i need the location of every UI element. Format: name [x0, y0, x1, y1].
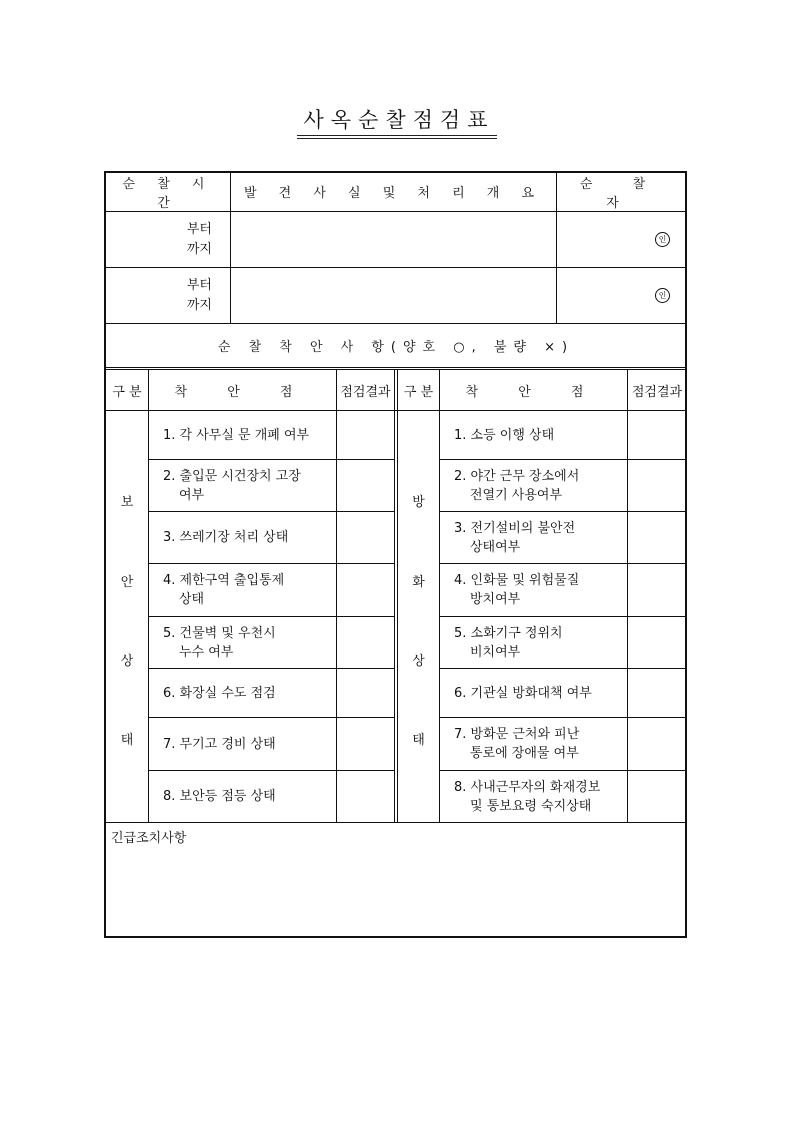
- fire-item-3: 3. 전기설비의 불안전 상태여부: [454, 520, 576, 555]
- col-header-result-right: 점검결과: [631, 384, 683, 400]
- col-header-point-left: 착 안 점: [174, 384, 311, 400]
- col-header-result-left: 점검결과: [340, 384, 391, 400]
- category-char: 화: [412, 575, 425, 590]
- fire-item-5: 5. 소화기구 정위치 비치여부: [454, 625, 563, 660]
- document-title: [0, 104, 794, 134]
- time-row-1: [106, 212, 230, 267]
- time-to-label: 까지: [186, 241, 212, 257]
- time-row-2: [106, 268, 230, 323]
- time-from-label: 부터: [186, 221, 212, 237]
- security-item-6: 6. 화장실 수도 점검: [163, 685, 276, 701]
- fire-item-8: 8. 사내근무자의 화재경보 및 통보요령 숙지상태: [454, 779, 601, 814]
- header-summary: 발 견 사 실 및 처 리 개 요: [243, 186, 544, 201]
- time-from-label: 부터: [186, 277, 212, 293]
- header-inspector: 순 찰 자: [579, 176, 664, 211]
- fire-item-4: 4. 인화물 및 위험물질 방치여부: [454, 573, 580, 607]
- seal-mark: 인: [655, 288, 670, 303]
- inspector-field-2[interactable]: [557, 268, 686, 323]
- category-security: [106, 411, 148, 822]
- summary-field-1[interactable]: [231, 212, 556, 267]
- seal-mark: 인: [655, 232, 670, 247]
- security-item-5: 5. 건물벽 및 우천시 누수 여부: [163, 625, 276, 660]
- category-char: 태: [120, 733, 134, 748]
- category-char: 상: [120, 654, 134, 669]
- col-header-category-right: 구 분: [403, 384, 434, 400]
- col-header-category-left: 구 분: [112, 384, 142, 400]
- security-item-8: 8. 보안등 점등 상태: [163, 789, 276, 804]
- section-title: 순 찰 착 안 사 항(양호 ○, 불량 ×): [217, 340, 575, 355]
- emergency-label: 긴급조치사항: [111, 831, 187, 846]
- inspector-field-1[interactable]: [557, 212, 686, 267]
- title-text: 사옥순찰점검표: [297, 108, 496, 139]
- category-char: 보: [120, 495, 134, 510]
- category-char: 방: [412, 495, 425, 510]
- category-char: 안: [120, 575, 134, 590]
- security-item-7: 7. 무기고 경비 상태: [163, 736, 276, 752]
- header-time: 순 찰 시 간: [122, 176, 214, 211]
- fire-item-1: 1. 소등 이행 상태: [454, 427, 555, 443]
- fire-item-6: 6. 기관실 방화대책 여부: [454, 685, 592, 701]
- result-field-fire[interactable]: [628, 411, 686, 822]
- category-char: 상: [412, 654, 425, 669]
- summary-field-2[interactable]: [231, 268, 556, 323]
- result-field-security[interactable]: [337, 411, 394, 822]
- time-to-label: 까지: [186, 297, 212, 313]
- security-item-2: 2. 출입문 시건장치 고장 여부: [163, 468, 301, 503]
- category-char: 태: [412, 733, 425, 748]
- security-item-4: 4. 제한구역 출입통제 상태: [163, 573, 285, 607]
- emergency-field[interactable]: [106, 846, 686, 936]
- security-item-1: 1. 각 사무실 문 개폐 여부: [163, 427, 310, 443]
- fire-item-2: 2. 야간 근무 장소에서 전열기 사용여부: [454, 468, 580, 503]
- security-item-3: 3. 쓰레기장 처리 상태: [163, 530, 289, 545]
- category-fire: [398, 411, 439, 822]
- fire-item-7: 7. 방화문 근처와 피난 통로에 장애물 여부: [454, 727, 580, 761]
- col-header-point-right: 착 안 점: [465, 384, 602, 400]
